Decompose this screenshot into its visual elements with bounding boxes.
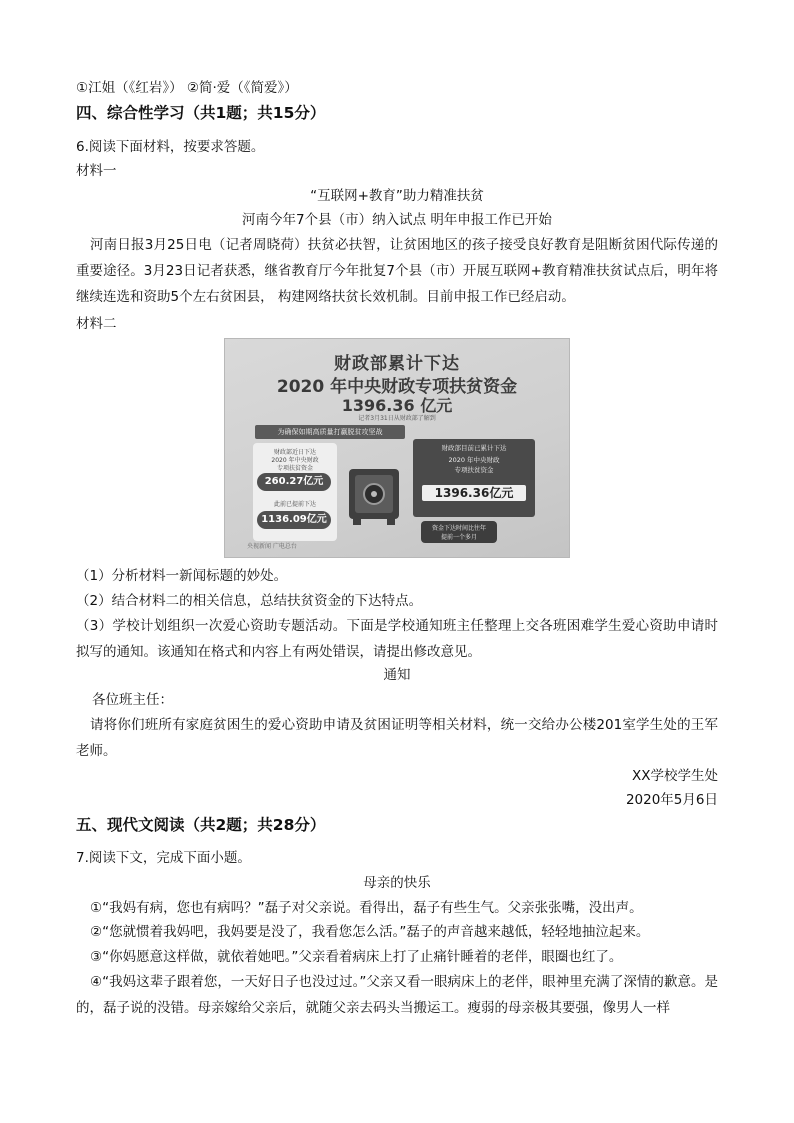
right-tag-2: 提前一个多月 (440, 534, 477, 541)
notice-body: 请将你们班所有家庭贫困生的爱心资助申请及贫困证明等相关材料，统一交给办公楼201室学生处的王军老师。 (76, 717, 718, 759)
right-value: 1396.36亿元 (422, 485, 526, 501)
left-value-2: 1136.09亿元 (257, 511, 331, 529)
subquestion-1: （1）分析材料一新闻标题的妙处。 (76, 568, 288, 584)
left-caption-1: 财政部近日下达 (273, 449, 316, 456)
news-subtitle: 河南今年7个县（市）纳入试点 明年申报工作已开始 (242, 212, 552, 228)
story-paragraph-1: ①“我妈有病，您也有病吗？”磊子对父亲说。看得出，磊子有些生气。父亲张张嘴，没出声。 (90, 900, 643, 916)
material1-label: 材料一 (76, 163, 117, 179)
question7-prompt: 7.阅读下文，完成下面小题。 (76, 850, 251, 866)
material2-label: 材料二 (76, 316, 117, 332)
left-caption-2: 2020 年中央财政 (271, 457, 319, 464)
right-tag-1: 资金下达时间比往年 (431, 525, 486, 532)
right-caption-1: 财政部目前已累计下达 (441, 444, 507, 452)
right-caption-2: 2020 年中央财政 (448, 456, 500, 464)
left-caption-3: 专项扶贫资金 (276, 465, 313, 472)
notice-signature: XX学校学生处 (632, 768, 718, 784)
story-paragraph-4: ④“我妈这辈子跟着您，一天好日子也没过过。”父亲又看一眼病床上的老伴，眼神里充满了深情的歉意。是的，磊子说的没错。母亲嫁给父亲后，就随父亲去码头当搬运工。瘦弱的母亲极其要强，像男人一样 (76, 974, 718, 1016)
left-value-1: 260.27亿元 (257, 473, 331, 491)
news-body: 河南日报3月25日电（记者周晓荷）扶贫必扶智，让贫困地区的孩子接受良好教育是阻断贫困代际传递的重要途径。3月23日记者获悉，继省教育厅今年批复7个县（市）开展互联网+教育精准扶贫试点后，明年将继续连选和资助5个左右贫困县， 构建网络扶贫长效机制。目前申报工作已经启动。 (76, 237, 718, 305)
subquestion-3: （3）学校计划组织一次爱心资助专题活动。下面是学校通知班主任整理上交各班困难学生爱心资助申请时拟写的通知。该通知在格式和内容上有两处错误，请提出修改意见。 (76, 618, 718, 660)
section5-heading: 五、现代文阅读（共2题；共28分） (76, 816, 326, 834)
infographic-title-line1: 财政部累计下达 (334, 354, 460, 374)
news-title: “互联网+教育”助力精准扶贫 (310, 188, 484, 204)
left-caption-4: 此前已提前下达 (273, 501, 316, 508)
notice-title: 通知 (383, 667, 411, 683)
story-paragraph-2: ②“您就惯着我妈吧，我妈要是没了，我看您怎么活。”磊子的声音越来越低，轻轻地抽泣起来。 (90, 924, 650, 940)
question6-prompt: 6.阅读下面材料，按要求答题。 (76, 139, 265, 155)
infographic-title-line3: 1396.36 亿元 (341, 396, 453, 415)
story-paragraph-3: ③“你妈愿意这样做，就依着她吧。”父亲看着病床上打了止痛针睡着的老伴，眼圈也红了。 (90, 949, 623, 965)
notice-date: 2020年5月6日 (625, 792, 718, 808)
subquestion-2: （2）结合材料二的相关信息，总结扶贫资金的下达特点。 (76, 593, 423, 609)
section4-heading: 四、综合性学习（共1题；共15分） (76, 104, 326, 122)
infographic-footer: 央视新闻 广电总台 (247, 543, 297, 550)
notice-greeting: 各位班主任： (92, 692, 173, 708)
prev-answer-line: ①江姐（《红岩》） ②简·爱（《简爱》） (76, 80, 298, 96)
story-title: 母亲的快乐 (363, 875, 431, 891)
infographic-banner: 为确保如期高质量打赢脱贫攻坚战 (255, 425, 405, 439)
right-caption-3: 专项扶贫资金 (454, 466, 494, 474)
safe-icon (341, 459, 407, 529)
infographic-title-line2: 2020 年中央财政专项扶贫资金 (276, 377, 518, 397)
funding-infographic (224, 338, 570, 558)
infographic-note: 记者3月31日从财政部了解到 (358, 415, 436, 422)
